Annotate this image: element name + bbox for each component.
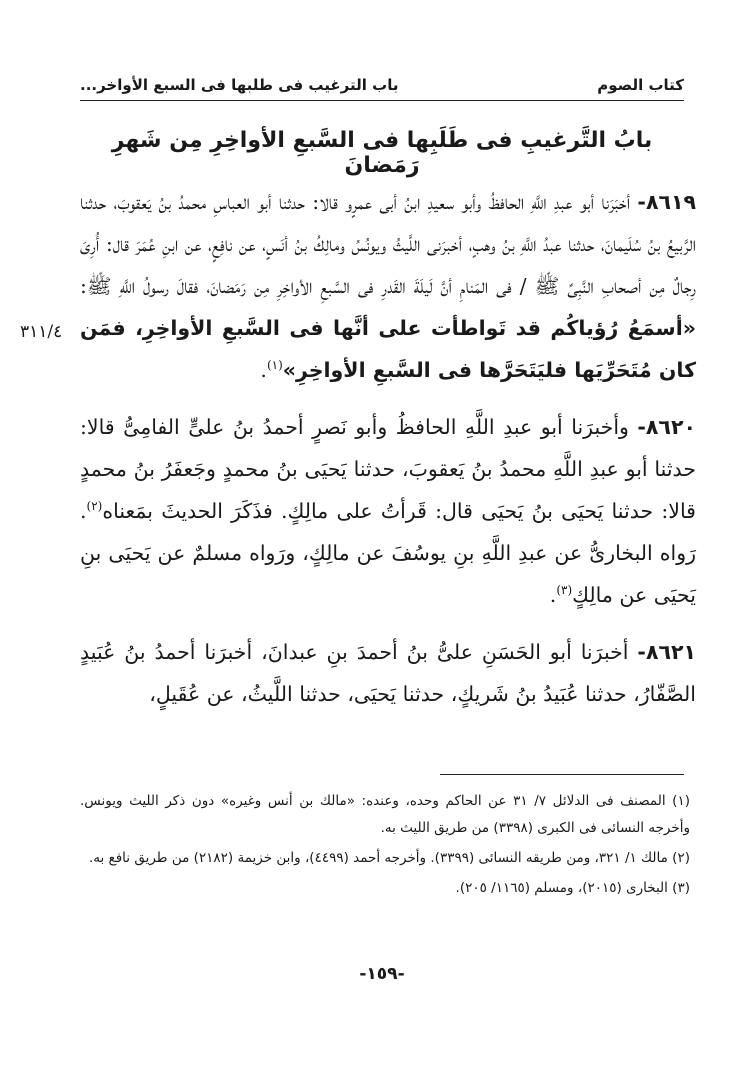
hadith-text: وأخبرَنا أبو عبدِ اللَّهِ الحافظُ وأبو نَصرٍ أحمدُ بنُ علىٍّ الفامِىُّ قالا: حدثنا أبو عبدِ اللَّهِ محمدُ بنُ يَعقوبَ، حدثنا يَحيَى بنُ محمدٍ وجَعفَرُ بنُ محمدٍ قالا: حدثنا يَحيَى بنُ يَحيَى قال: قَرأتُ على مالِكٍ. فذَكَرَ الحديثَ بمَعناه bbox=[80, 415, 696, 523]
running-header bbox=[80, 70, 684, 101]
book-title: كتاب الصوم bbox=[597, 76, 684, 94]
hadith-number: ٨٦٢١- bbox=[637, 640, 696, 664]
hadith-text-end: . bbox=[549, 583, 557, 607]
footnote-marker: (٢) bbox=[86, 499, 103, 514]
main-text bbox=[80, 181, 696, 730]
chapter-running-title: باب الترغيب فى طلبها فى السبع الأواخر... bbox=[80, 76, 399, 94]
hadith-8619 bbox=[80, 181, 696, 391]
margin-volume-page-reference: ٣١١/٤ bbox=[20, 322, 63, 342]
hadith-text-end: . bbox=[260, 358, 267, 382]
page-number: -١٥٩- bbox=[359, 964, 405, 984]
footnote-1: (١) المصنف فى الدلائل ٧/ ٣١ عن الحاكم وحده، وعنده: «مالك بن أنس وغيره» دون ذكر الليث ويونس. وأخرجه النسائى فى الكبرى (٣٣٩٨) من طريق الليث به. bbox=[80, 793, 690, 836]
hadith-number: ٨٦١٩- bbox=[637, 190, 696, 214]
prophet-saying: «أسمَعُ رُؤياكُم قد تَواطأت على أنَّها فى السَّبعِ الأواخِرِ، فمَن كان مُتَحَرِّيَها فليَتَحَرَّها فى السَّبعِ الأواخِرِ» bbox=[80, 316, 696, 382]
footnote-divider bbox=[440, 774, 684, 775]
hadith-8620 bbox=[80, 406, 696, 616]
footnote-2: (٢) مالك ١/ ٣٢١، ومن طريقه النسائى (٣٣٩٩). وأخرجه أحمد (٤٤٩٩)، وابن خزيمة (٢١٨٢) من طريق نافع به. bbox=[88, 850, 690, 866]
footnote-marker: (٣) bbox=[556, 583, 573, 598]
hadith-text: أخبَرَنا أبو عبدِ اللَّهِ الحافظُ وأبو سعيدِ ابنُ أبى عمرٍو قالا: حدثنا أبو العباسِ محمدُ بنُ يَعقوبَ، حدثنا الرَّبيعُ بنُ سُلَيمانَ، حدثنا عبدُ اللَّهِ بنُ وهبٍ، أخبرَنى اللَّيثُ ويونُسُ ومالِكُ بنُ أنَسٍ، عن نافِعٍ، عن ابنِ عُمَرَ قال: أُرِىَ رِجالٌ مِن أصحابِ النَّبِىِّ ﷺ / فى المَنامِ أنَّ لَيلَةَ القَدرِ فى السَّبعِ الأواخِرِ مِن رَمَضانَ، فقالَ رسولُ اللَّهِ ﷺ: bbox=[80, 190, 696, 298]
footnotes bbox=[80, 788, 690, 905]
chapter-title: بابُ التَّرغيبِ فى طَلَبِها فى السَّبعِ الأواخِرِ مِن شَهرِ رَمَضانَ bbox=[111, 128, 653, 178]
hadith-8621 bbox=[80, 631, 696, 715]
hadith-text: أخبرَنا أبو الحَسَنِ علىُّ بنُ أحمدَ بنِ عبدانَ، أخبرَنا أحمدُ بنُ عُبَيدٍ الصَّفّارُ، حدثنا عُبَيدُ بنُ شَريكٍ، حدثنا يَحيَى، حدثنا اللَّيثُ، عن عُقَيلٍ، bbox=[80, 640, 696, 706]
footnote-marker: (١) bbox=[266, 358, 283, 373]
footnote-3: (٣) البخارى (٢٠١٥)، ومسلم (١١٦٥/ ٢٠٥). bbox=[455, 880, 690, 896]
hadith-text-middle: . رَواه البخارىُّ عن عبدِ اللَّهِ بنِ يوسُفَ عن مالِكٍ، ورَواه مسلمٌ عن يَحيَى بنِ يَحيَى عن مالِكٍ bbox=[80, 499, 696, 607]
hadith-number: ٨٦٢٠- bbox=[637, 415, 696, 439]
